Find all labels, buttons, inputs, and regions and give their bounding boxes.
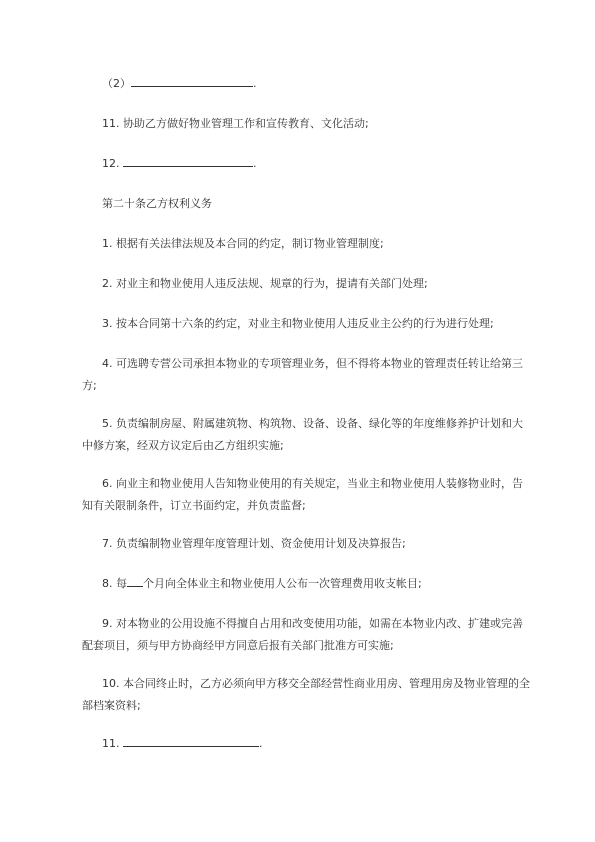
fill-in-blank-line [123, 154, 253, 167]
duty-item-7: 7. 负责编制物业管理年度管理计划、资金使用计划及决算报告; [102, 537, 406, 550]
duty-item-1: 1. 根据有关法律法规及本合同的约定，制订物业管理制度; [102, 237, 384, 250]
clause-item-2-blank [102, 73, 532, 95]
duty-item-3: 3. 按本合同第十六条的约定，对业主和物业使用人违反业主公约的行为进行处理; [102, 317, 494, 330]
item-rest: 个月向全体业主和物业使用人公布一次管理费用收支帐目; [143, 577, 422, 590]
item-prefix: 8. 每 [102, 577, 127, 590]
fill-in-blank-line [123, 734, 259, 747]
duty-item-10: 10. 本合同终止时，乙方必须向甲方移交全部经营性商业用房、管理用房及物业管理的全部档案资料; [82, 677, 530, 712]
item-end: . [259, 737, 263, 750]
item-number: （2） [102, 77, 131, 90]
duty-item-2: 2. 对业主和物业使用人违反法规、规章的行为，提请有关部门处理; [102, 277, 428, 290]
article-heading: 第二十条乙方权利义务 [102, 197, 212, 210]
duty-item-11-blank [102, 733, 532, 755]
clause-item-11: 11. 协助乙方做好物业管理工作和宣传教育、文化活动; [102, 117, 369, 130]
item-number: 11. [102, 737, 123, 750]
clause-item-12-blank [102, 153, 532, 175]
item-end: . [253, 77, 257, 90]
duty-item-6: 6. 向业主和物业使用人告知物业使用的有关规定，当业主和物业使用人装修物业时，告知有关限制条件，订立书面约定，并负责监督; [82, 477, 523, 512]
item-end: . [253, 157, 257, 170]
fill-in-blank-line [131, 74, 253, 87]
duty-item-4: 4. 可选聘专营公司承担本物业的专项管理业务，但不得将本物业的管理责任转让给第三方; [82, 357, 523, 392]
duty-item-8 [102, 573, 532, 595]
duty-item-9: 9. 对本物业的公用设施不得擅自占用和改变使用功能，如需在本物业内改、扩建或完善配套项目，须与甲方协商经甲方同意后报有关部门批准方可实施; [82, 617, 523, 652]
duty-item-5: 5. 负责编制房屋、附属建筑物、构筑物、设备、设备、绿化等的年度维修养护计划和大中修方案，经双方议定后由乙方组织实施; [82, 417, 523, 452]
item-number: 12. [102, 157, 123, 170]
fill-in-blank-line [127, 574, 143, 587]
